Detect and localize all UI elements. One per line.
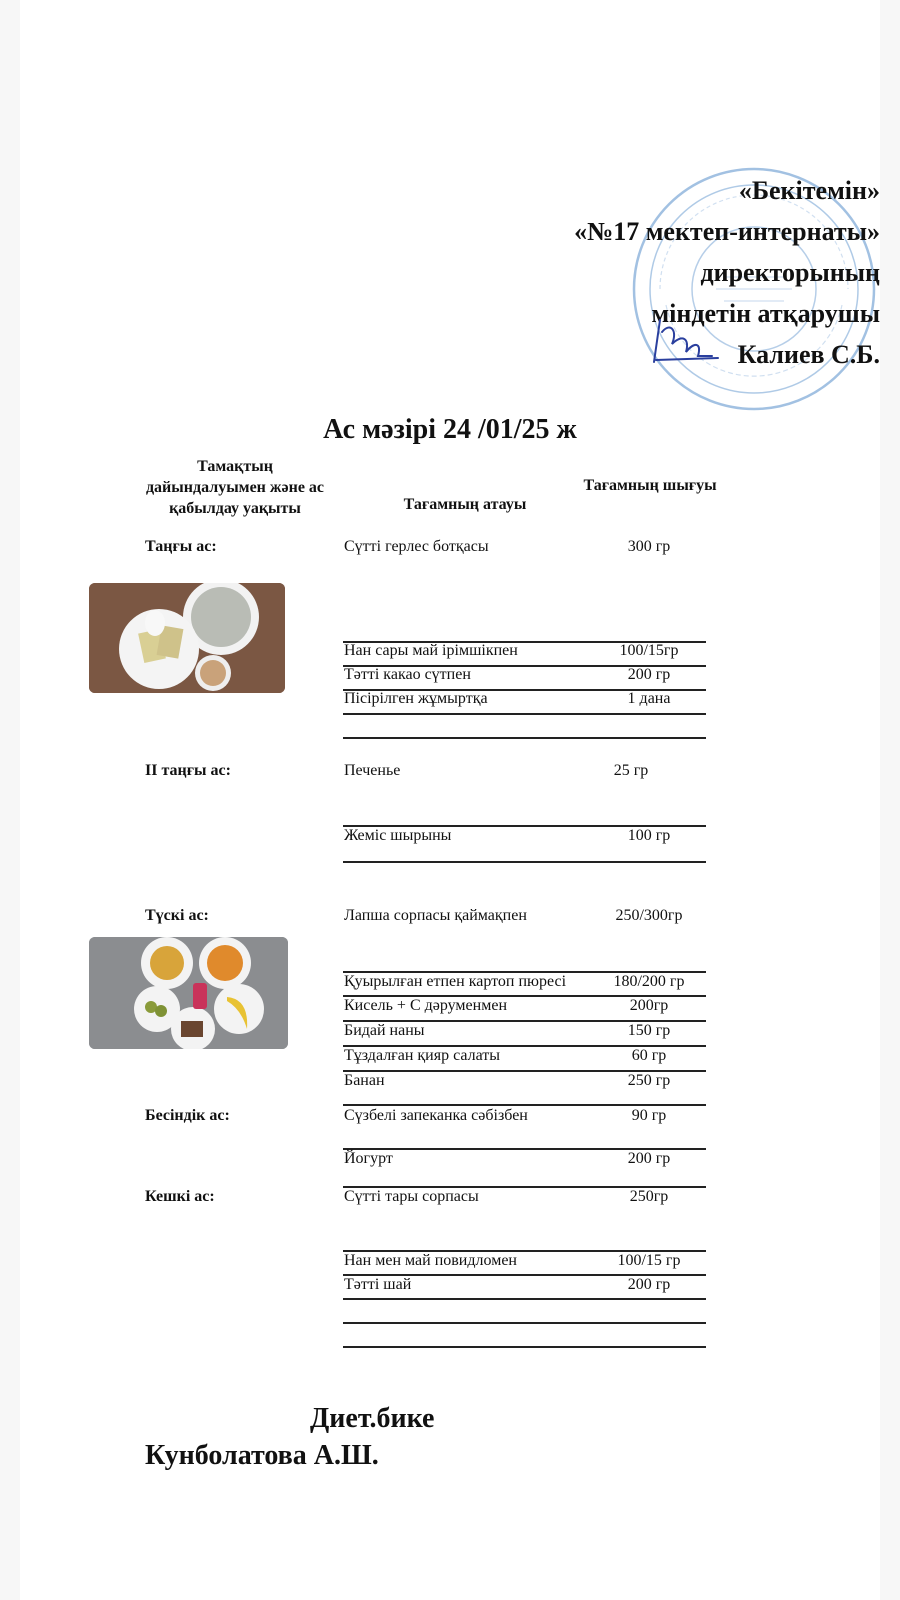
dish-name: Пісірілген жұмыртқа <box>344 690 488 707</box>
dish-portion: 180/200 гр <box>613 973 685 990</box>
dish-portion: 200 гр <box>627 1150 671 1167</box>
dish-name: Тұздалған қияр салаты <box>344 1047 501 1064</box>
dish-name: Йогурт <box>344 1150 393 1167</box>
approval-position-2: міндетін атқарушы <box>651 299 880 328</box>
menu-document <box>20 0 880 1600</box>
dish-portion: 250 гр <box>627 1072 671 1089</box>
meal-dinner: Кешкі ас: <box>145 1188 215 1205</box>
approval-heading: «Бекітемін» <box>738 176 880 205</box>
dish-name: Жеміс шырыны <box>344 827 452 844</box>
dish-portion: 60 гр <box>631 1047 667 1064</box>
row-divider <box>343 737 706 739</box>
dish-name: Печенье <box>344 762 401 779</box>
dish-portion: 200 гр <box>627 666 671 683</box>
dish-name: Сүтті герлес ботқасы <box>344 538 489 555</box>
lunch-photo <box>89 937 288 1049</box>
dish-portion: 200гр <box>629 997 669 1014</box>
meal-lunch: Түскі ас: <box>145 907 209 924</box>
row-divider <box>343 1322 706 1324</box>
signature-icon <box>652 312 722 372</box>
dish-portion: 90 гр <box>631 1107 667 1124</box>
dish-portion: 100/15 гр <box>617 1252 681 1269</box>
dish-portion: 250гр <box>629 1188 669 1205</box>
dish-portion: 100 гр <box>627 827 671 844</box>
row-divider <box>343 713 706 715</box>
header-portion: Тағамның шығуы <box>583 477 717 494</box>
header-time: Тамақтың дайындалуымен және ас қабылдау уақыты <box>145 458 325 517</box>
dish-portion: 200 гр <box>627 1276 671 1293</box>
dish-name: Қуырылған етпен картоп пюресі <box>344 973 567 990</box>
row-divider <box>343 1298 706 1300</box>
approval-position: директорының <box>700 258 880 287</box>
header-dish-name: Тағамның атауы <box>403 496 527 513</box>
dish-name: Тәтті шай <box>344 1276 412 1293</box>
dish-portion: 250/300гр <box>615 907 683 924</box>
dish-name: Банан <box>344 1072 385 1089</box>
page-title: Ас мәзірі 24 /01/25 ж <box>323 414 577 445</box>
dish-name: Нан мен май повидломен <box>344 1252 517 1269</box>
meal-second-breakfast: ІІ таңғы ас: <box>145 762 231 779</box>
approval-school: «№17 мектеп-интернаты» <box>574 217 880 246</box>
dish-name: Кисель + С дәруменмен <box>344 997 508 1014</box>
dietician-role: Диет.бике <box>310 1403 435 1434</box>
dish-portion: 100/15гр <box>619 642 679 659</box>
row-divider <box>343 1104 706 1106</box>
dish-portion: 150 гр <box>627 1022 671 1039</box>
dish-portion: 1 дана <box>627 690 671 707</box>
approval-name: Калиев С.Б. <box>737 340 880 369</box>
dish-name: Нан сары май ірімшікпен <box>344 642 518 659</box>
dish-portion: 300 гр <box>627 538 671 555</box>
dish-name: Сүзбелі запеканка сәбізбен <box>344 1107 528 1124</box>
dish-name: Бидай наны <box>344 1022 425 1039</box>
dish-name: Сүтті тары сорпасы <box>344 1188 479 1205</box>
row-divider <box>343 861 706 863</box>
row-divider <box>343 1346 706 1348</box>
meal-breakfast: Таңғы ас: <box>145 538 217 555</box>
dietician-name: Кунболатова А.Ш. <box>145 1440 379 1471</box>
dish-name: Лапша сорпасы қаймақпен <box>344 907 527 924</box>
dish-name: Тәтті какао сүтпен <box>344 666 471 683</box>
meal-afternoon: Бесіндік ас: <box>145 1107 230 1124</box>
breakfast-photo <box>89 583 285 693</box>
dish-portion: 25 гр <box>613 762 649 779</box>
